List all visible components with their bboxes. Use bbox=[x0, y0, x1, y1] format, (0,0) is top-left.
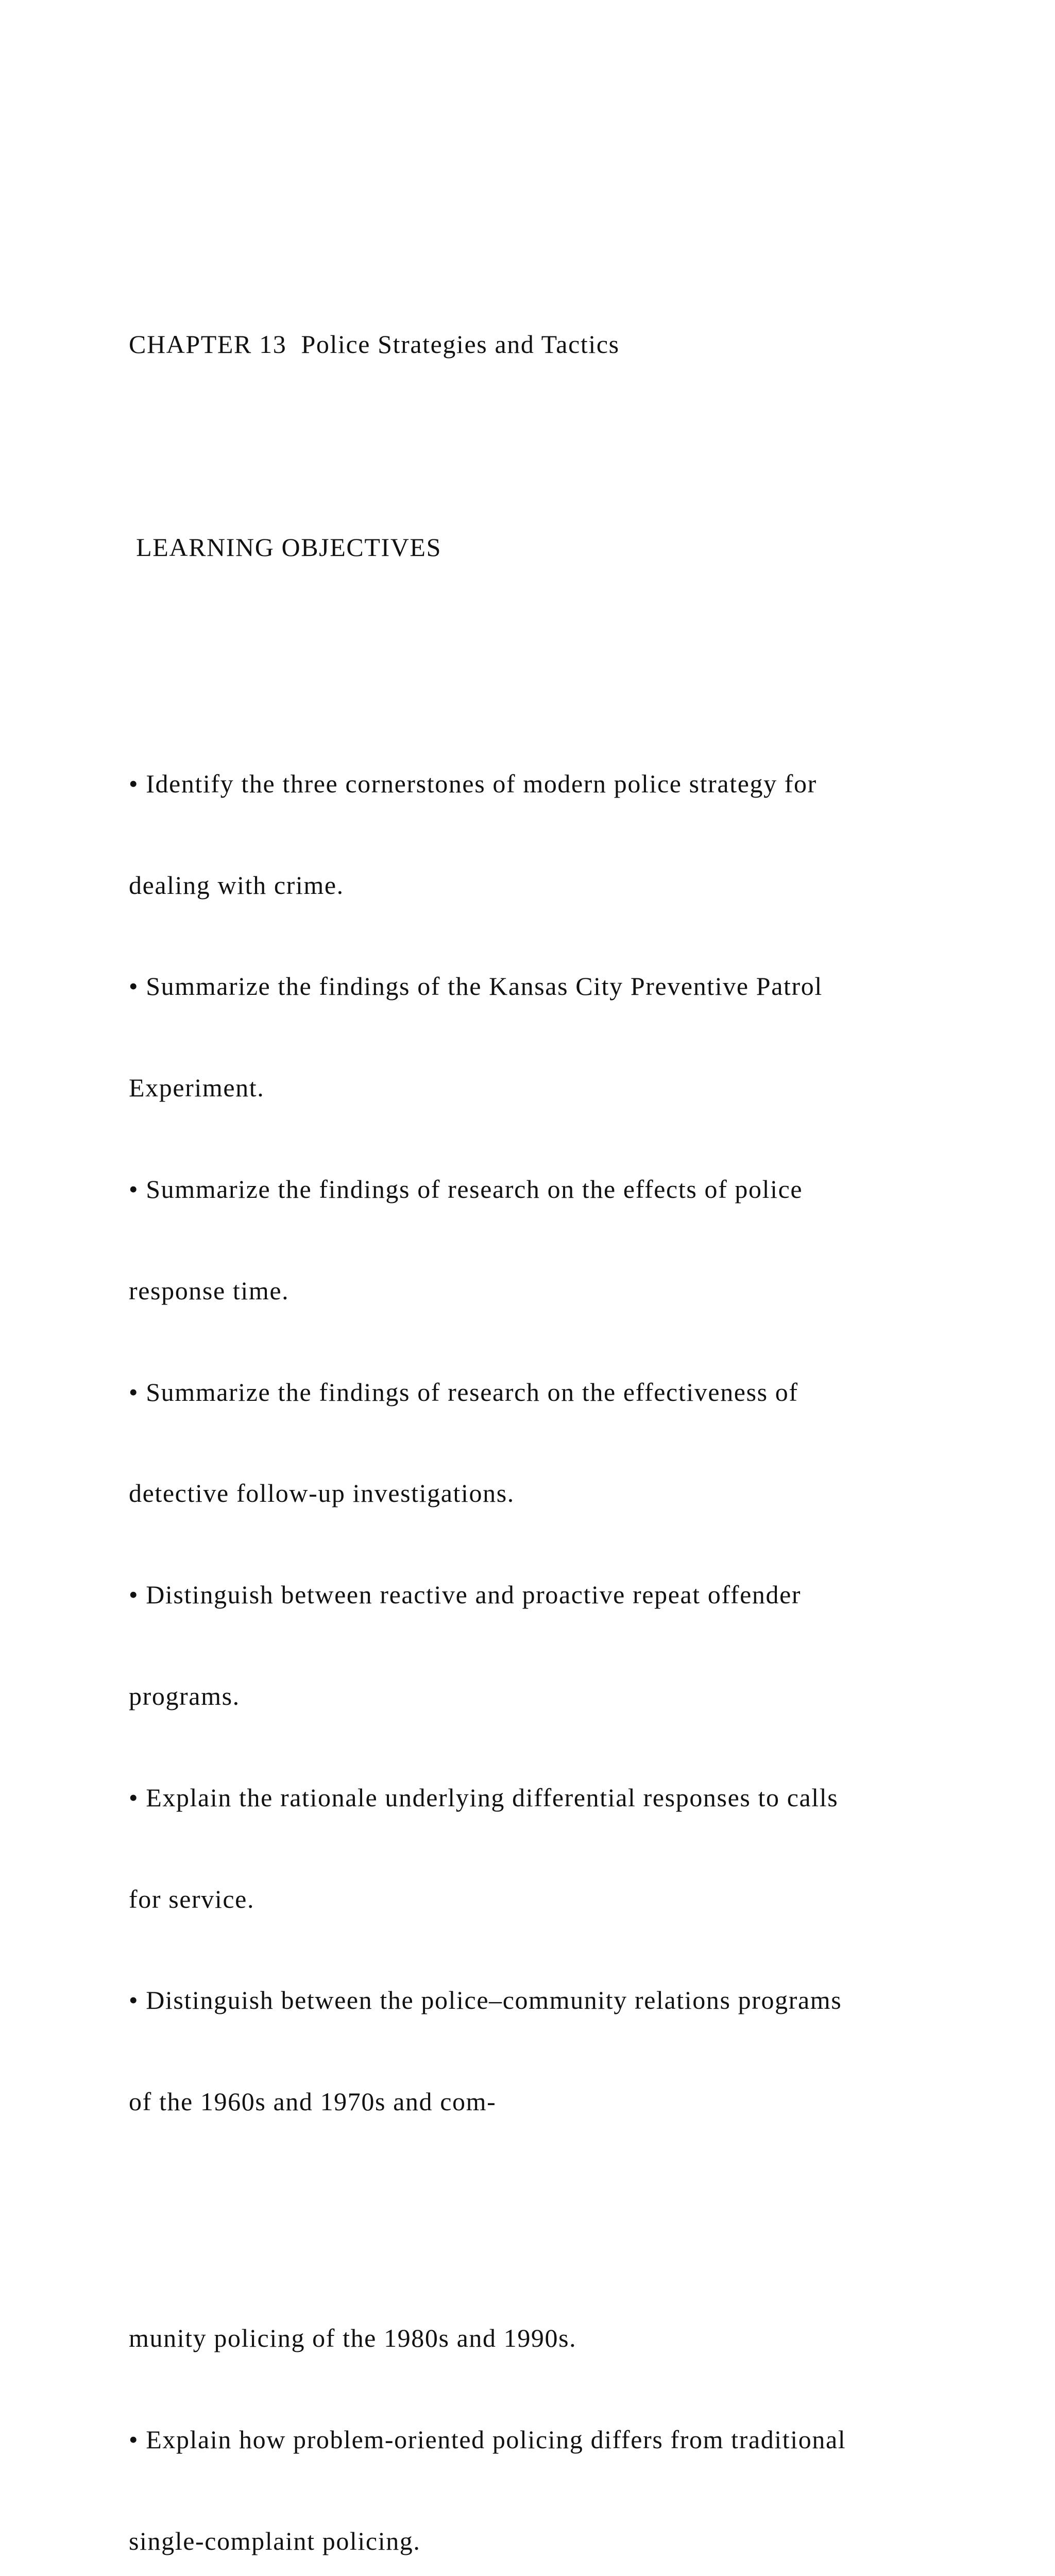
objective-line: for service. bbox=[129, 1884, 255, 1913]
chapter-title: CHAPTER 13 Police Strategies and Tactics bbox=[129, 330, 620, 359]
objective-line: • Identify the three cornerstones of modern police strategy for bbox=[129, 769, 817, 798]
objective-line: programs. bbox=[129, 1681, 240, 1710]
objective-line: • Summarize the findings of the Kansas City Preventive Patrol bbox=[129, 972, 823, 1001]
objective-line: • Summarize the findings of research on the effectiveness of bbox=[129, 1377, 798, 1406]
objective-line: • Distinguish between reactive and proactive repeat offender bbox=[129, 1580, 802, 1609]
objective-line: • Summarize the findings of research on the effects of police bbox=[129, 1175, 803, 1204]
objective-line: detective follow-up investigations. bbox=[129, 1479, 515, 1508]
objective-line: of the 1960s and 1970s and com- bbox=[129, 2087, 497, 2116]
objective-line: • Distinguish between the police–community relations programs bbox=[129, 1986, 842, 2015]
blank-line bbox=[129, 632, 974, 666]
objective-line: • Explain the rationale underlying differential responses to calls bbox=[129, 1783, 839, 1812]
objective-line: munity policing of the 1980s and 1990s. bbox=[129, 2324, 577, 2353]
document-text bbox=[129, 260, 974, 2576]
objective-line: Experiment. bbox=[129, 1073, 265, 1103]
blank-line bbox=[129, 429, 974, 463]
blank-line bbox=[129, 2187, 974, 2221]
section-heading: LEARNING OBJECTIVES bbox=[129, 532, 441, 562]
objective-line: single-complaint policing. bbox=[129, 2526, 421, 2555]
objective-line: dealing with crime. bbox=[129, 870, 344, 900]
objective-line: response time. bbox=[129, 1276, 290, 1305]
objective-line: • Explain how problem-oriented policing differs from traditional bbox=[129, 2425, 846, 2454]
